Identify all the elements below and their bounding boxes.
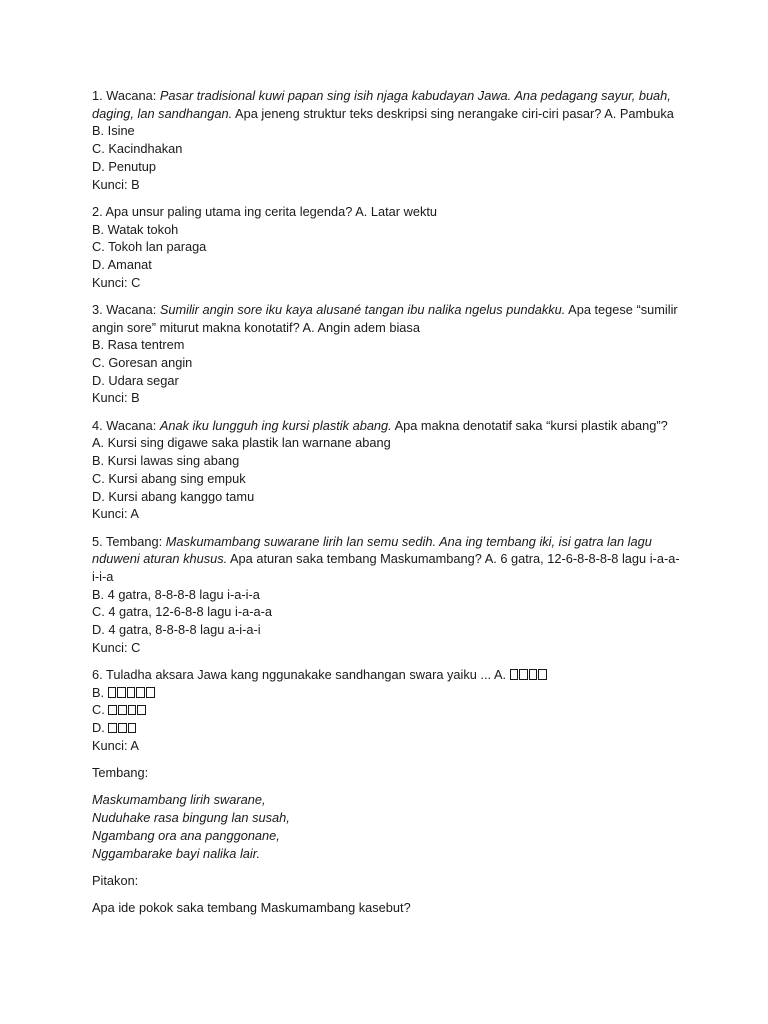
question-text: 1. Wacana: (92, 88, 160, 103)
answer-option: C. 4 gatra, 12-6-8-8 lagu i-a-a-a (92, 604, 272, 620)
answer-option: B. Rasa tentrem (92, 337, 185, 353)
question-passage: Pasar tradisional kuwi papan sing isih njaga kabudayan Jawa. Ana pedagang sayur, buah, daging, lan sandhangan. (92, 88, 671, 121)
question-6 (92, 666, 682, 755)
answer-option (92, 684, 682, 702)
poem (92, 791, 682, 862)
answer-key: Kunci: A (92, 737, 139, 753)
poem-line: Ngambang ora ana panggonane, (92, 827, 280, 843)
question-6-stem-line (92, 666, 682, 684)
question-stem (92, 417, 682, 452)
javanese-glyph-box (510, 669, 519, 680)
javanese-glyphs (108, 720, 136, 735)
javanese-glyphs (108, 685, 155, 700)
question-stem: 6. Tuladha aksara Jawa kang nggunakake sandhangan swara yaiku ... A. (92, 667, 507, 683)
javanese-glyph-box (146, 687, 155, 698)
answer-option: C. Kursi abang sing empuk (92, 470, 246, 486)
javanese-glyph-box (127, 687, 136, 698)
answer-key: Kunci: C (92, 274, 141, 290)
javanese-glyph-box (108, 705, 117, 716)
javanese-glyph-box (538, 669, 547, 680)
answer-option: D. 4 gatra, 8-8-8-8 lagu a-i-a-i (92, 622, 261, 638)
poem-line: Maskumambang lirih swarane, (92, 792, 266, 808)
answer-option (92, 719, 682, 737)
question-3 (92, 301, 682, 407)
answer-option: C. Goresan angin (92, 355, 193, 371)
question-1 (92, 87, 682, 193)
question-list (92, 87, 682, 656)
answer-option: C. Kacindhakan (92, 141, 183, 157)
option-label: C. (92, 702, 105, 718)
javanese-glyph-box (108, 687, 117, 698)
answer-option: D. Udara segar (92, 372, 179, 388)
answer-option: D. Kursi abang kanggo tamu (92, 488, 255, 504)
answer-option: D. Penutup (92, 158, 157, 174)
answer-option: B. Kursi lawas sing abang (92, 453, 240, 469)
javanese-glyph-box (128, 723, 137, 734)
javanese-glyphs (108, 702, 145, 717)
javanese-glyph-box (128, 705, 137, 716)
javanese-glyph-box (137, 705, 146, 716)
poem-line: Nuduhake rasa bingung lan susah, (92, 810, 290, 826)
answer-option: B. Watak tokoh (92, 221, 179, 237)
pitakon-label: Pitakon: (92, 872, 139, 888)
question-passage: Anak iku lungguh ing kursi plastik abang. (159, 417, 392, 433)
answer-option: B. 4 gatra, 8-8-8-8 lagu i-a-i-a (92, 586, 260, 602)
question-stem (92, 301, 682, 336)
question-stem (92, 203, 682, 221)
question-text: Apa tegese “sumilir angin sore” miturut makna konotatif? A. Angin adem biasa (92, 301, 678, 335)
javanese-glyphs-a (510, 667, 547, 682)
question-6-options (92, 684, 682, 737)
document-content (92, 87, 682, 926)
javanese-glyph-box (136, 687, 145, 698)
question-text: Apa jeneng struktur teks deskripsi sing nerangake ciri-ciri pasar? A. Pambuka (232, 105, 674, 121)
answer-key: Kunci: B (92, 176, 140, 192)
answer-key: Kunci: B (92, 390, 140, 406)
answer-option: C. Tokoh lan paraga (92, 239, 207, 255)
answer-key: Kunci: C (92, 639, 141, 655)
option-label: B. (92, 684, 105, 700)
poem-line: Nggambarake bayi nalika lair. (92, 845, 261, 861)
javanese-glyph-box (519, 669, 528, 680)
pitakon-text: Apa ide pokok saka tembang Maskumambang kasebut? (92, 900, 411, 916)
question-text: 4. Wacana: (92, 417, 160, 433)
option-label: D. (92, 720, 105, 736)
question-4 (92, 417, 682, 523)
question-text: Apa aturan saka tembang Maskumambang? A. 6 gatra, 12-6-8-8-8-8 lagu i-a-a-i-i-a (92, 551, 680, 584)
tembang-label: Tembang: (92, 765, 149, 781)
answer-option (92, 701, 682, 719)
question-text: Apa makna denotatif saka “kursi plastik abang”? A. Kursi sing digawe saka plastik lan warnane abang (92, 417, 668, 451)
question-text: 5. Tembang: (92, 533, 166, 549)
javanese-glyph-box (118, 705, 127, 716)
question-passage: Maskumambang suwarane lirih lan semu sedih. Ana ing tembang iki, isi gatra lan lagu nduweni aturan khusus. (92, 533, 652, 567)
javanese-glyph-box (108, 723, 117, 734)
javanese-glyph-box (118, 723, 127, 734)
javanese-glyph-box (529, 669, 538, 680)
javanese-glyph-box (117, 687, 126, 698)
answer-option: D. Amanat (92, 256, 152, 272)
question-stem (92, 87, 682, 122)
answer-option: B. Isine (92, 123, 135, 139)
question-text: 2. Apa unsur paling utama ing cerita legenda? A. Latar wektu (92, 203, 438, 219)
question-2 (92, 203, 682, 292)
question-text: 3. Wacana: (92, 301, 160, 317)
question-passage: Sumilir angin sore iku kaya alusané tangan ibu nalika ngelus pundakku. (159, 301, 566, 317)
question-stem (92, 533, 682, 586)
answer-key: Kunci: A (92, 506, 139, 522)
question-5 (92, 533, 682, 657)
